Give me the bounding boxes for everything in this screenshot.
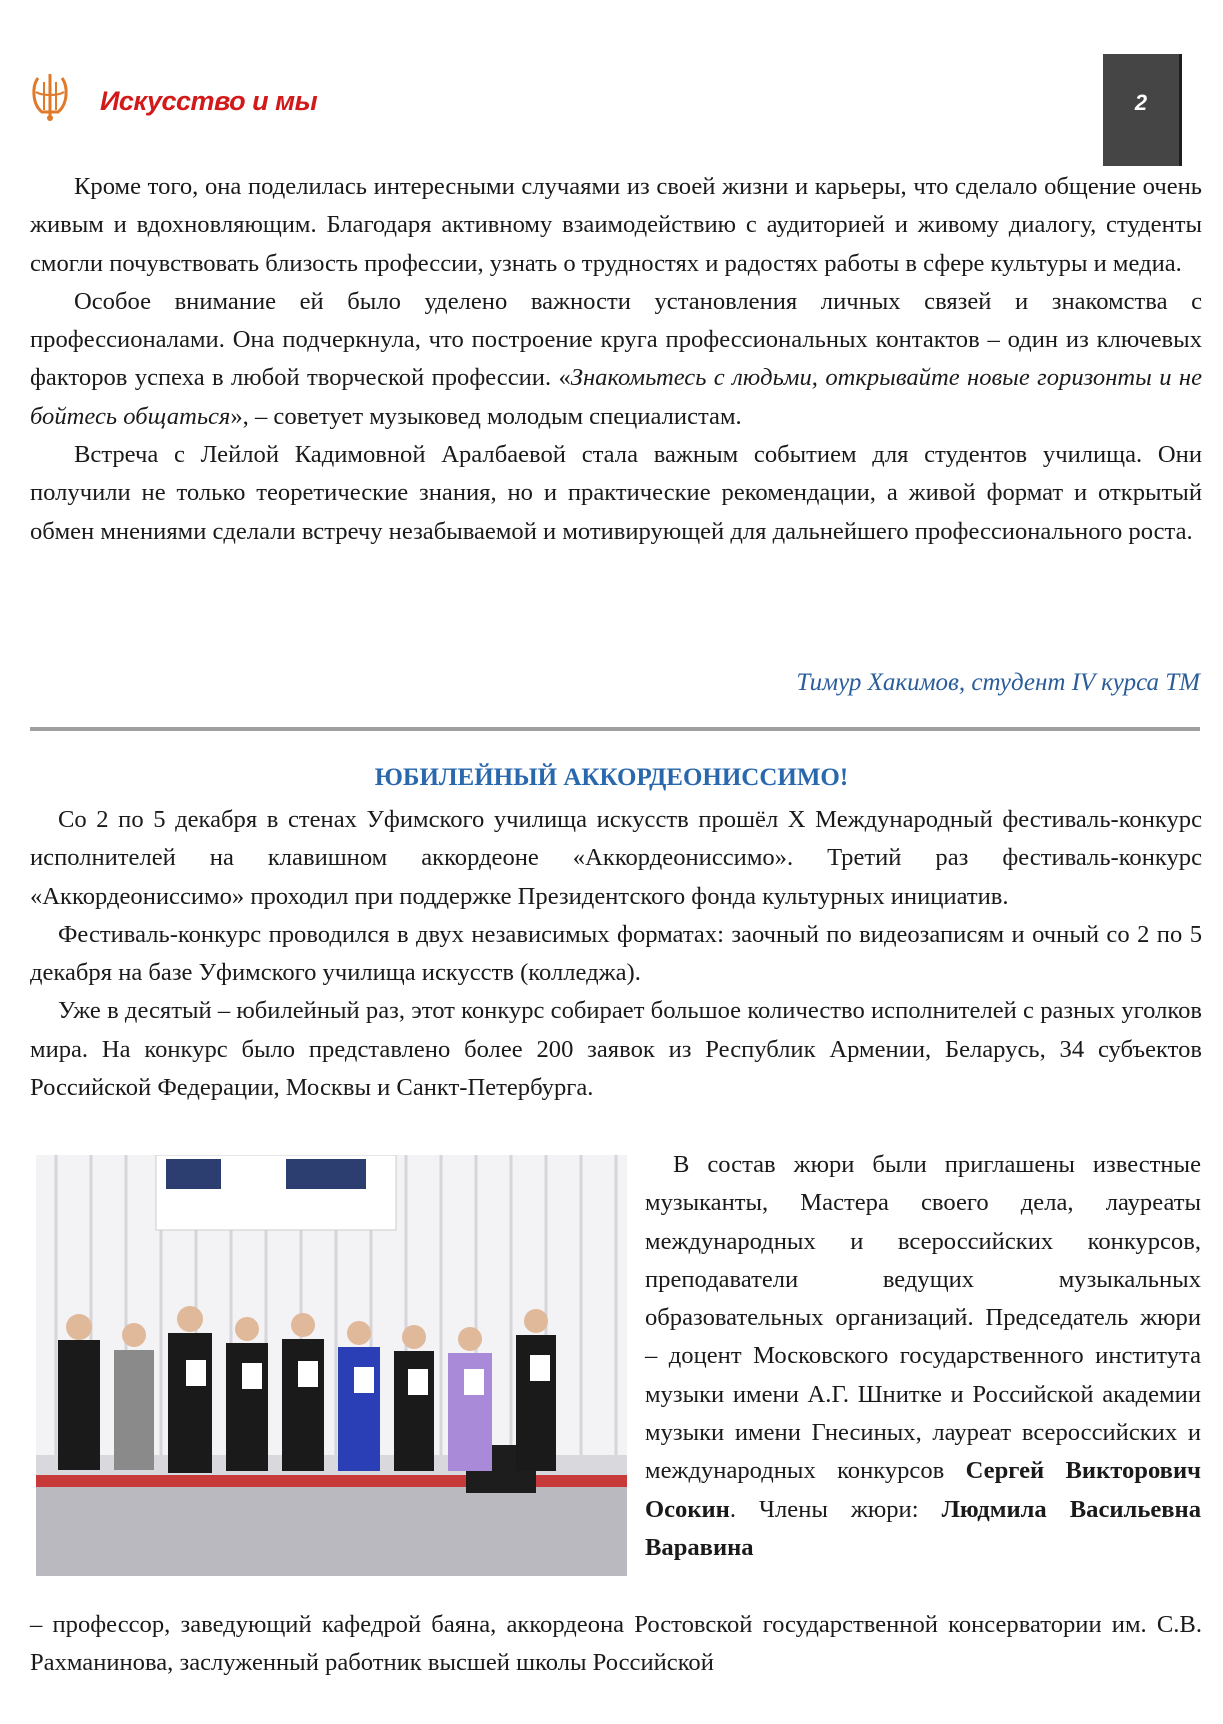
paragraph: Со 2 по 5 декабря в стенах Уфимского училища искусств прошёл X Международный фестиваль-конкурс исполнителей на клавишном аккордеоне «Аккордеониссимо». Третий раз фестиваль-конкурс «Аккордеониссимо» проходил при поддержке Президентского фонда культурных инициатив. [30, 806, 1202, 910]
page-number-box [1103, 54, 1182, 166]
article-intro [30, 801, 1202, 1107]
award-ceremony-photo [36, 1155, 627, 1576]
paragraph: Кроме того, она поделилась интересными случаями из своей жизни и карьеры, что сделало общение очень живым и вдохновляющим. Благодаря активному взаимодействию с аудиторией и живому диалогу, студенты смогли почувствовать близость профессии, узнать о трудностях и радостях работы в сфере культуры и медиа. [30, 173, 1202, 277]
jury-member-name: Людмила Васильевна Варавина [645, 1495, 1202, 1561]
jury-member-description: – профессор, заведующий кафедрой баяна, аккордеона Ростовской государственной консерватории им. С.В. Рахманинова, заслуженный работник высшей школы Российской [30, 1611, 1202, 1677]
paragraph-with-quote: Особое внимание ей было уделено важности установления личных связей и знакомства с профессионалами. Она подчеркнула, что построение круга профессиональных контактов – один из ключевых факторов успеха в любой творческой профессии. «Знакомьтесь с людьми, открывайте новые горизонты и не бойтесь общаться», – советует музыковед молодым специалистам. [30, 287, 1202, 430]
page-number: 2 [1134, 90, 1148, 115]
section-divider [30, 727, 1200, 731]
jury-chair-name: Сергей Викторович Осокин [645, 1457, 1201, 1523]
quote: Знакомьтесь с людьми, открывайте новые горизонты и не бойтесь общаться [30, 364, 1202, 430]
jury-paragraph: В состав жюри были приглашены известные музыканты, Мастера своего дела, лауреаты международных и всероссийских конкурсов, преподаватели ведущих музыкальных образовательных организаций. Председатель жюри – доцент Московского государственного института музыки имени А.Г. Шнитке и Российской академии музыки имени Гнесиных, лауреат всероссийских и международных конкурсов Сергей Викторович Осокин. Члены жюри: Людмила Васильевна Варавина [645, 1151, 1202, 1561]
jury-paragraph-continued [30, 1606, 1202, 1683]
author-byline: Тимур Хакимов, студент IV курса ТМ [796, 669, 1200, 696]
page-header [0, 0, 1223, 170]
lyre-logo-icon [28, 70, 72, 122]
paragraph: Фестиваль-конкурс проводился в двух независимых форматах: заочный по видеозаписям и очный со 2 по 5 декабря на базе Уфимского училища искусств (колледжа). [30, 920, 1202, 987]
paragraph: Встреча с Лейлой Кадимовной Аралбаевой стала важным событием для студентов училища. Они получили не только теоретические знания, но и практические рекомендации, а живой формат и открытый обмен мнениями сделали встречу незабываемой и мотивирующей для дальнейшего профессионального роста. [30, 441, 1202, 545]
section-title: ЮБИЛЕЙНЫЙ АККОРДЕОНИССИМО! [374, 764, 849, 791]
article-continuation [30, 168, 1202, 551]
magazine-title: Искусство и мы [100, 86, 318, 116]
paragraph: Уже в десятый – юбилейный раз, этот конкурс собирает большое количество исполнителей с разных уголков мира. На конкурс было представлено более 200 заявок из Республик Армении, Беларусь, 34 субъектов Российской Федерации, Москвы и Санкт-Петербурга. [30, 997, 1202, 1102]
